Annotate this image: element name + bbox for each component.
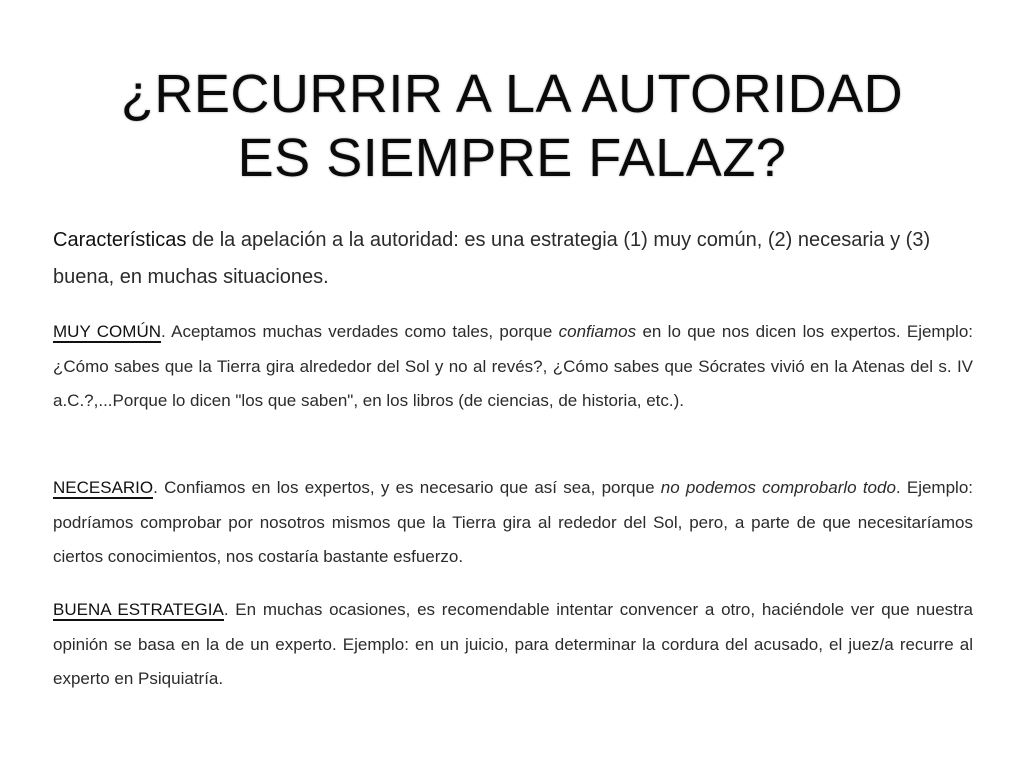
section-text: . Aceptamos muchas verdades como tales, porque (161, 322, 559, 341)
section-text-continued: en lo que nos dicen los expertos. Ejemplo: ¿Cómo sabes que la Tierra gira alrededor del Sol y no al revés?, ¿Cómo sabes que Sócrates vivió en la Atenas del s. IV a.C.?,...Porque lo dicen "los que saben", en los libros (de ciencias, de historia, etc.). (53, 322, 973, 410)
section-emphasis: confiamos (558, 322, 637, 341)
title-line-1: ¿RECURRIR A LA AUTORIDAD (120, 64, 904, 124)
section-heading: NECESARIO (53, 478, 154, 497)
section-heading: BUENA ESTRATEGIA (53, 600, 224, 619)
section-muy-comun (53, 315, 973, 419)
intro-paragraph (53, 222, 953, 296)
slide-title (0, 62, 1024, 190)
section-buena-estrategia (53, 593, 973, 697)
title-line-2: ES SIEMPRE FALAZ? (237, 128, 787, 188)
intro-text: de la apelación a la autoridad: es una estrategia (1) muy común, (2) necesaria y (3) buena, en muchas situaciones. (53, 229, 931, 288)
section-text: . Confiamos en los expertos, y es necesario que así sea, porque (153, 478, 661, 497)
section-emphasis: no podemos comprobarlo todo (660, 478, 896, 497)
section-heading: MUY COMÚN (53, 322, 161, 341)
section-necesario (53, 471, 973, 575)
section-text-continued: . Ejemplo: podríamos comprobar por nosotros mismos que la Tierra gira al rededor del Sol, pero, a parte de que necesitaríamos ciertos conocimientos, nos costaría bastante esfuerzo. (53, 478, 974, 566)
section-text: . En muchas ocasiones, es recomendable intentar convencer a otro, haciéndole ver que nuestra opinión se basa en la de un experto. Ejemplo: en un juicio, para determinar la cordura del acusado, el juez/a recurre al experto en Psiquiatría. (53, 600, 974, 688)
intro-lead: Características (53, 229, 187, 251)
